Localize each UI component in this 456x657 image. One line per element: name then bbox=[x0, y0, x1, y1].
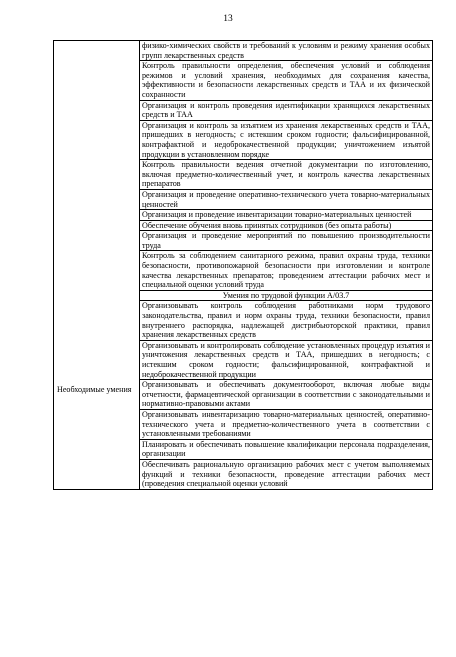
table-cell: Организация и контроль за изъятием из хранения лекарственных средств и ТАА, пришедших в негодность; с истекшим сроком годности; фальсифицированной, контрафактной и недоброкачественной продукции; уничтожением изъятой продукции в установленном порядке bbox=[140, 120, 433, 159]
table-cell: Обеспечение обучения вновь принятых сотрудников (без опыта работы) bbox=[140, 220, 433, 231]
section-label-cell: Необходимые умения bbox=[54, 290, 140, 489]
page-number: 13 bbox=[223, 14, 233, 24]
table-cell: Контроль правильности ведения отчетной документации по изготовлению, включая предметно-количественный учет, и контроль качества лекарственных препаратов bbox=[140, 160, 433, 190]
empty-label-cell bbox=[54, 41, 140, 291]
table-cell: Организация и проведение инвентаризации товарно-материальных ценностей bbox=[140, 210, 433, 221]
table-cell: Организация и проведение мероприятий по повышению производительности труда bbox=[140, 231, 433, 251]
table-cell: Обеспечивать рациональную организацию рабочих мест с учетом выполняемых функций и техники безопасности, проведение аттестации рабочих мест (проведения специальной оценки условий bbox=[140, 459, 433, 489]
function-header-cell: Умения по трудовой функции А/03.7 bbox=[140, 290, 433, 301]
skills-table bbox=[53, 40, 433, 490]
table-cell: Контроль правильности определения, обеспечения условий и соблюдения режимов и условий хранения, необходимых для сохранения качества, эффективности и безопасности лекарственных средств и ТАА и их физической сохранности bbox=[140, 61, 433, 100]
table-row bbox=[54, 41, 433, 61]
table-cell: Организация и контроль проведения идентификации хранящихся лекарственных средств и ТАА bbox=[140, 100, 433, 120]
table-cell: Организовывать и обеспечивать документооборот, включая любые виды отчетности, фармацевтической организации в соответствии с законодательными и нормативно-правовыми актами bbox=[140, 380, 433, 410]
table-cell: физико-химических свойств и требований к условиям и режиму хранения особых групп лекарственных средств bbox=[140, 41, 433, 61]
table-cell: Организовывать инвентаризацию товарно-материальных ценностей, оперативно-технического учета и предметно-количественного учета в соответствии с установленными требованиями bbox=[140, 409, 433, 439]
table-cell: Контроль за соблюдением санитарного режима, правил охраны труда, техники безопасности, противопожарной безопасности при изготовлении и контроле качества лекарственных препаратов; проведением аттестации рабочих мест и специальной оценки условий труда bbox=[140, 251, 433, 290]
table-cell: Планировать и обеспечивать повышение квалификации персонала подразделения, организации bbox=[140, 439, 433, 459]
table-cell: Организовывать и контролировать соблюдение установленных процедур изъятия и уничтожения лекарственных средств и ТАА, пришедших в негодность; с истекшим сроком годности; фальсифицированной, контрафактной и недоброкачественной продукции bbox=[140, 340, 433, 379]
table-cell: Организация и проведение оперативно-технического учета товарно-материальных ценностей bbox=[140, 189, 433, 209]
table-cell: Организовывать контроль соблюдения работниками норм трудового законодательства, правил и норм охраны труда, техники безопасности, правил внутреннего распорядка, надлежащей дистрибьюторской практики, правил хранения лекарственных средств bbox=[140, 301, 433, 340]
table-row bbox=[54, 290, 433, 301]
